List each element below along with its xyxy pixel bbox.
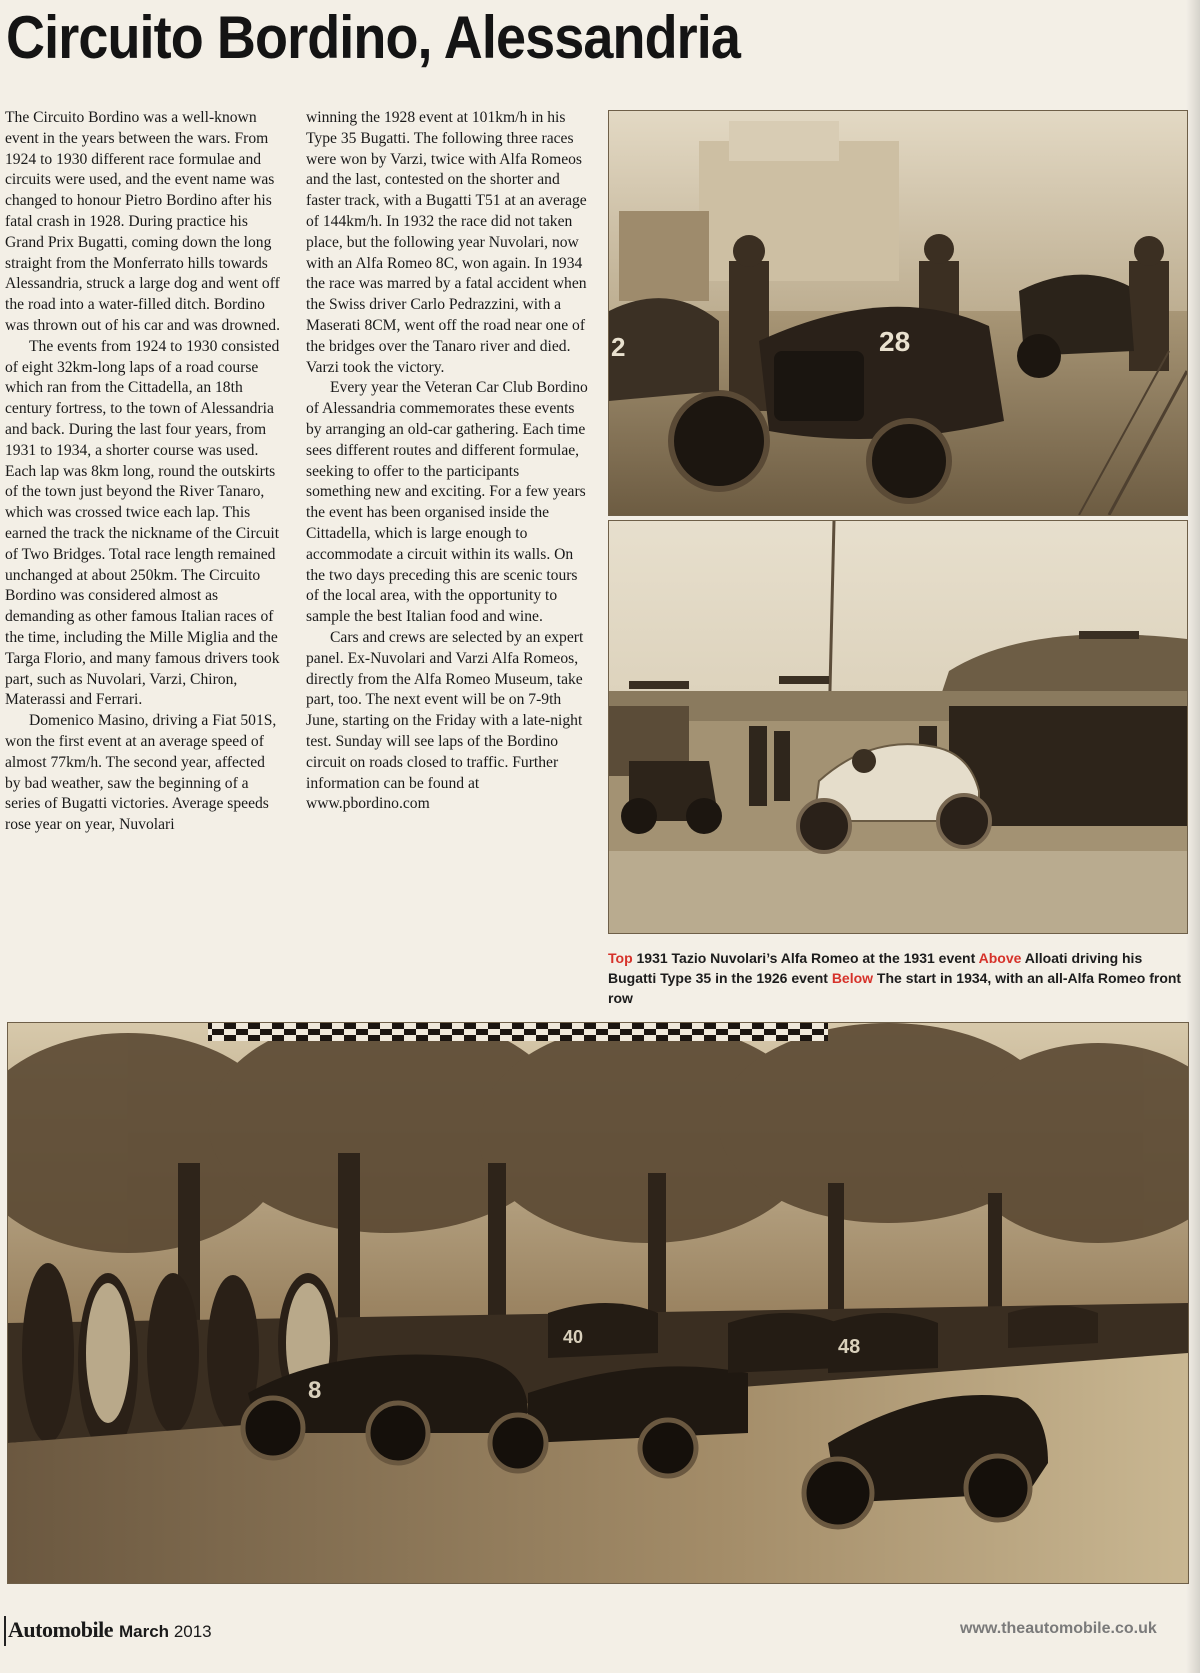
footer-divider (4, 1616, 6, 1646)
photo-alloati-1926 (608, 520, 1188, 934)
caption-text-below: The start in 1934, with an all-Alfa Romeo front row (608, 970, 1182, 1006)
text-column-1 (5, 108, 280, 836)
caption-keyword-top: Top (608, 950, 633, 966)
car-number-8: 8 (308, 1377, 322, 1404)
paragraph-course: The events from 1924 to 1930 consisted of eight 32km-long laps of a road course which ran from the Cittadella, an 18th century fortress, to the town of Alessandria and back. During the last four years, from 1931 to 1934, a shorter course was used. Each lap was 8km long, round the outskirts of the town just beyond the River Tanaro, which was crossed twice each lap. This earned the track the nickname of the Circuit of Two Bridges. Total race length remained unchanged at about 250km. The Circuito Bordino was considered almost as demanding as other famous Italian races of the time, including the Mille Miglia and the Targa Florio, and many famous drivers took part, such as Nuvolari, Varzi, Chiron, Materassi and Ferrari. (5, 337, 280, 709)
paragraph-intro: The Circuito Bordino was a well-known event in the years between the wars. From 1924 to 1930 different race formulae and circuits were used, and the event name was changed to honour Pietro Bordino after his fatal crash in 1928. During practice his Grand Prix Bugatti, coming down the long straight from the Monferrato hills towards Alessandria, struck a large dog and went off the road into a water-filled ditch. Bordino was thrown out of his car and was drowned. (5, 109, 280, 334)
car-number-40: 40 (563, 1327, 584, 1347)
paragraph-continued: winning the 1928 event at 101km/h in his Type 35 Bugatti. The following three races were won by Varzi, twice with Alfa Romeos and the last, contested on the shorter and faster track, with a Bugatti T51 at an average of 144km/h. In 1932 the race did not taken place, but the following year Nuvolari, now with an Alfa Romeo 8C, won again. In 1934 the race was marred by a fatal accident when the Swiss driver Carlo Pedrazzini, with a Maserati 8CM, went off the road near one of the bridges over the Tanaro river and died. Varzi took the victory. (306, 109, 587, 376)
paragraph-selection: Cars and crews are selected by an expert panel. Ex-Nuvolari and Varzi Alfa Romeos, directly from the Alfa Romeo Museum, take part, too. The next event will be on 7-9th June, starting on the Friday with a late-night test. Sunday will see laps of the Bordino circuit on roads closed to traffic. Further information can be found at www.pbordino.com (306, 628, 584, 813)
car-number-48: 48 (838, 1336, 861, 1358)
issue-month: March (119, 1622, 170, 1641)
footer-masthead (8, 1617, 212, 1643)
caption-text-top: 1931 Tazio Nuvolari’s Alfa Romeo at the 1931 event (632, 950, 979, 966)
caption-keyword-below: Below (831, 970, 874, 986)
car-number-2: 2 (611, 332, 626, 362)
text-column-2 (306, 108, 588, 815)
photo-caption (608, 948, 1193, 1008)
footer-url[interactable]: www.theautomobile.co.uk (960, 1620, 1157, 1637)
article-title: Circuito Bordino, Alessandria (6, 4, 741, 71)
paragraph-club: Every year the Veteran Car Club Bordino of Alessandria commemorates these events by arranging an old-car gathering. Each time sees different routes and different formulae, seeking to offer to the participants something new and exciting. For a few years the event has been organised inside the Cittadella, which is large enough to accommodate a circuit within its walls. On the two days preceding this are scenic tours of the local area, with the opportunity to sample the best Italian food and wine. (306, 379, 588, 626)
page-spine-shadow (1186, 0, 1200, 1673)
magazine-logo: Automobile (8, 1617, 113, 1642)
photo-start-1934 (7, 1022, 1189, 1584)
issue-year: 2013 (173, 1622, 212, 1641)
car-number-28: 28 (879, 326, 911, 357)
caption-keyword-above: Above (978, 950, 1022, 966)
caption-text-above: Alloati driving his Bugatti Type 35 in the 1926 event (608, 950, 1143, 986)
photo-nuvolari-1931 (608, 110, 1188, 516)
paragraph-winners: Domenico Masino, driving a Fiat 501S, won the first event at an average speed of almost 77km/h. The second year, affected by bad weather, saw the beginning of a series of Bugatti victories. Average speeds rose year on year, Nuvolari (5, 712, 277, 834)
